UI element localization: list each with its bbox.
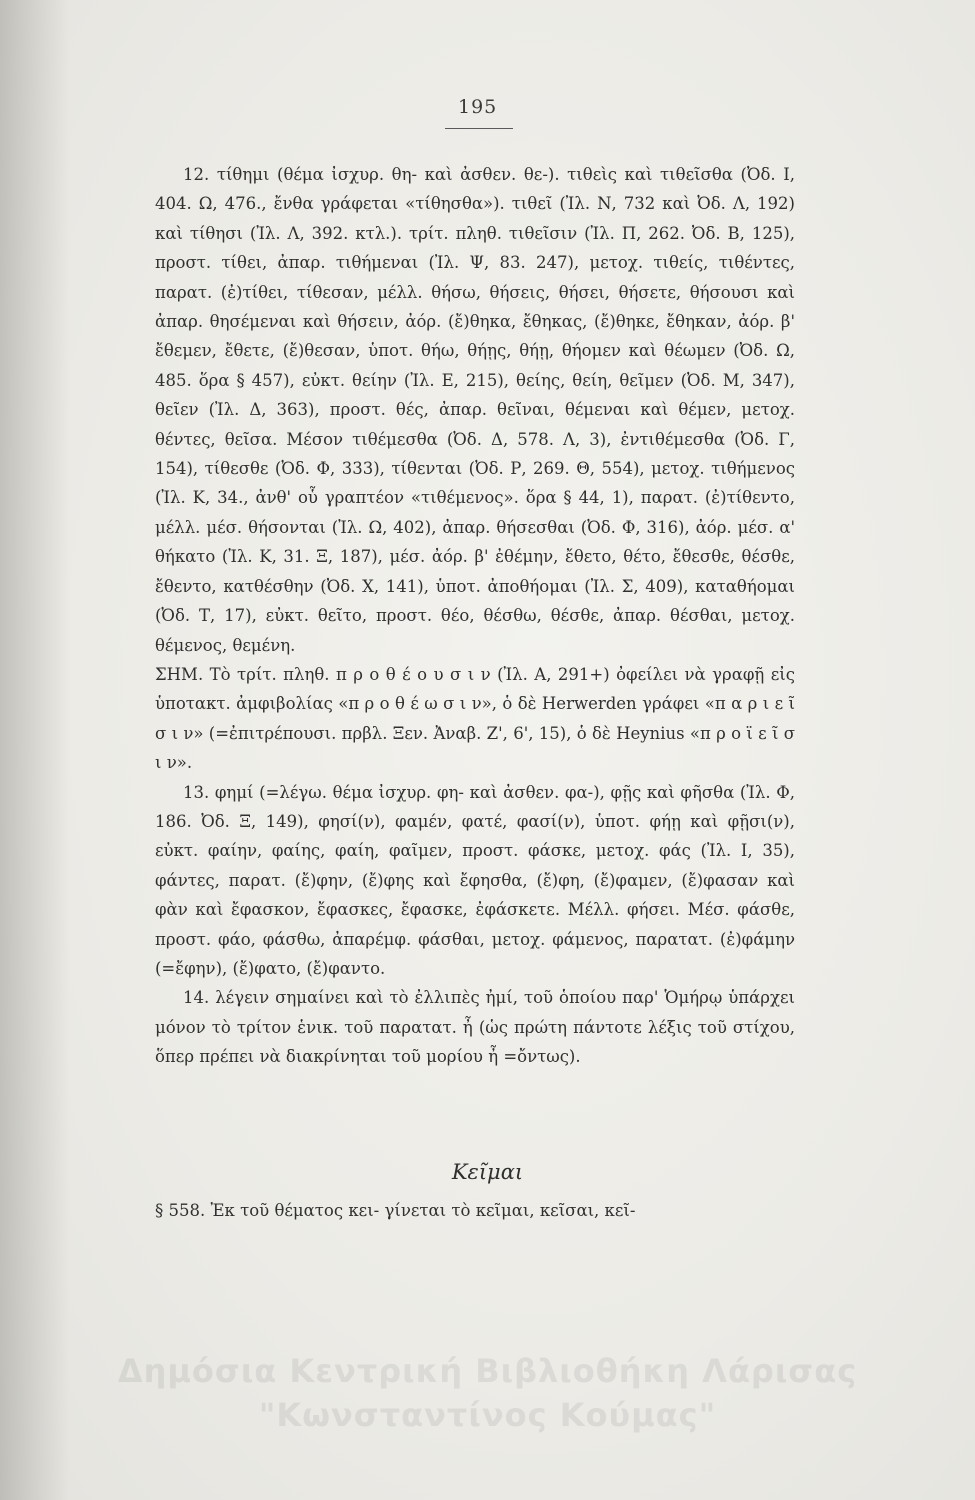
section-heading: Κεῖμαι	[451, 1160, 524, 1184]
paragraph-14-legein: 14. λέγειν σημαίνει καὶ τὸ ἐλλιπὲς ἠμί, τοῦ ὁποίου παρ' Ὁμήρῳ ὑπάρχει μόνον τὸ τρίτον ἑνικ. τοῦ παρατατ. ἦ (ὡς πρώτη πάντοτε λέξις τοῦ στίχου, ὅπερ πρέπει νὰ διακρίνηται τοῦ μορίου ἦ =ὄντως).	[155, 988, 795, 1067]
main-text-block	[155, 160, 795, 1072]
page-number-rule	[445, 128, 513, 129]
section-paragraph-558: § 558. Ἐκ τοῦ θέματος κει- γίνεται τὸ κεῖμαι, κεῖσαι, κεῖ-	[155, 1201, 636, 1220]
paragraph-12-tithemi: 12. τίθημι (θέμα ἰσχυρ. θη- καὶ ἀσθεν. θε-). τιθεὶς καὶ τιθεῖσθα (Ὀδ. Ι, 404. Ω, 476., ἔνθα γράφεται «τίθησθα»). τιθεῖ (Ἰλ. Ν, 732 καὶ Ὀδ. Λ, 192) καὶ τίθησι (Ἰλ. Λ, 392. κτλ.). τρίτ. πληθ. τιθεῖσιν (Ἰλ. Π, 262. Ὀδ. Β, 125), προστ. τίθει, ἀπαρ. τιθήμεναι (Ἰλ. Ψ, 83. 247), μετοχ. τιθείς, τιθέντες, παρατ. (ἐ)τίθει, τίθεσαν, μέλλ. θήσω, θήσεις, θήσει, θήσετε, θήσουσι καὶ ἀπαρ. θησέμεναι καὶ θήσειν, ἀόρ. (ἔ)θηκα, ἔθηκας, (ἔ)θηκε, ἔθηκαν, ἀόρ. β' ἔθεμεν, ἔθετε, (ἔ)θεσαν, ὑποτ. θήω, θήῃς, θήῃ, θήομεν καὶ θέωμεν (Ὀδ. Ω, 485. ὅρα § 457), εὐκτ. θείην (Ἰλ. Ε, 215), θείης, θείη, θεῖμεν (Ὀδ. Μ, 347), θεῖεν (Ἰλ. Δ, 363), προστ. θές, ἀπαρ. θεῖναι, θέμεναι καὶ θέμεν, μετοχ. θέντες, θεῖσα. Μέσον τιθέμεσθα (Ὀδ. Δ, 578. Λ, 3), ἐντιθέμεσθα (Ὀδ. Γ, 154), τίθεσθε (Ὀδ. Φ, 333), τίθενται (Ὀδ. Ρ, 269. Θ, 554), μετοχ. τιθήμενος (Ἰλ. Κ, 34., ἀνθ' οὗ γραπτέον «τιθέμενος». ὅρα § 44, 1), παρατ. (ἐ)τίθεντο, μέλλ. μέσ. θήσονται (Ἰλ. Ω, 402), ἀπαρ. θήσεσθαι (Ὀδ. Φ, 316), ἀόρ. μέσ. α' θήκατο (Ἰλ. Κ, 31. Ξ, 187), μέσ. ἀόρ. β' ἐθέμην, ἔθετο, θέτο, ἔθεσθε, θέσθε, ἔθεντο, κατθέσθην (Ὀδ. Χ, 141), ὑποτ. ἀποθήομαι (Ἰλ. Σ, 409), καταθήομαι (Ὀδ. Τ, 17), εὐκτ. θεῖτο, προστ. θέο, θέσθω, θέσθε, ἀπαρ. θέσθαι, μετοχ. θέμενος, θεμένη.	[155, 165, 795, 655]
paragraph-13-phemi: 13. φημί (=λέγω. θέμα ἰσχυρ. φη- καὶ ἀσθεν. φα-), φῇς καὶ φῆσθα (Ἰλ. Φ, 186. Ὀδ. Ξ, 149), φησί(ν), φαμέν, φατέ, φασί(ν), ὑποτ. φήῃ καὶ φῇσι(ν), εὐκτ. φαίην, φαίης, φαίη, φαῖμεν, προστ. φάσκε, μετοχ. φάς (Ἰλ. Ι, 35), φάντες, παρατ. (ἔ)φην, (ἔ)φης καὶ ἔφησθα, (ἔ)φη, (ἔ)φαμεν, (ἔ)φασαν καὶ φὰν καὶ ἔφασκον, ἔφασκες, ἔφασκε, ἐφάσκετε. Μέλλ. φήσει. Μέσ. φάσθε, προστ. φάο, φάσθω, ἀπαρέμφ. φάσθαι, μετοχ. φάμενος, παρατατ. (ἐ)φάμην (=ἔφην), (ἔ)φατο, (ἔ)φαντο.	[155, 782, 795, 978]
page-number: 195	[458, 96, 498, 118]
paragraph-note-sem: ΣΗΜ. Τὸ τρίτ. πληθ. π ρ ο θ έ ο υ σ ι ν (Ἰλ. Α, 291+) ὀφείλει νὰ γραφῇ εἰς ὑποτακτ. ἀμφιβολίας «π ρ ο θ έ ω σ ι ν», ὁ δὲ Herwerden γράφει «π α ρ ι ε ῖ σ ι ν» (=ἐπιτρέπουσι. πρβλ. Ξεν. Ἀναβ. Ζ', 6', 15), ὁ δὲ Heynius «π ρ ο ϊ ε ῖ σ ι ν».	[155, 664, 795, 773]
page-edge-shadow	[0, 0, 70, 1500]
library-watermark-line-2: "Κωνσταντίνος Κούμας"	[258, 1396, 717, 1434]
library-watermark-line-1: Δημόσια Κεντρική Βιβλιοθήκη Λάρισας	[117, 1352, 858, 1390]
